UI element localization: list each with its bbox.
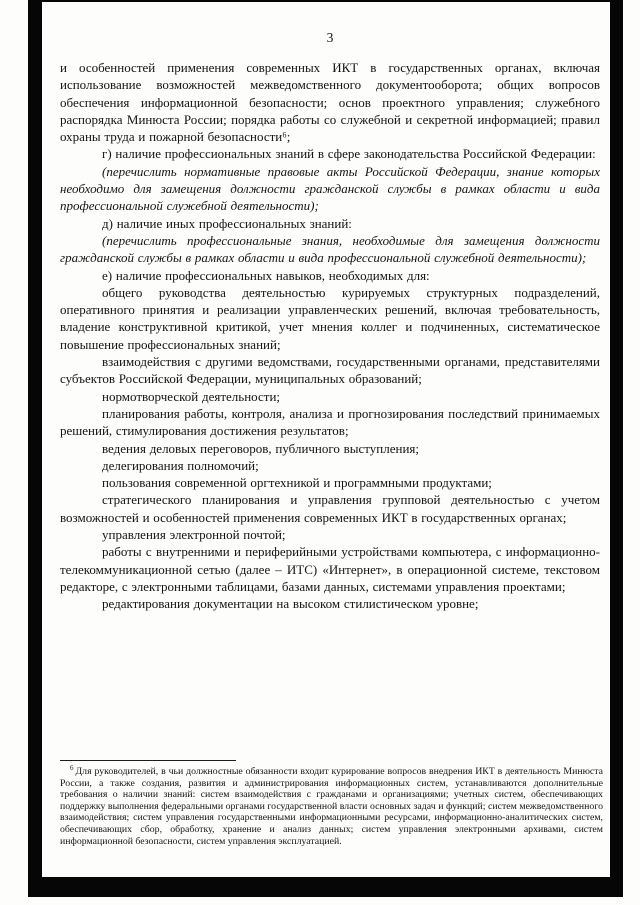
paragraph: нормотворческой деятельности; [102,388,281,404]
paragraph: стратегического планирования и управления групповой деятельностью с учетом возможностей и особенностей применения современных ИКТ в государственных органах; [60,492,600,525]
paragraph: работы с внутренними и периферийными устройствами компьютера, с информационно-телекоммуникационной сетью (далее – ИТС) «Интернет», в операционной системе, текстовом редакторе, с электронными таблицами, базами данных, системами управления проектами; [60,544,600,594]
paragraph: управления электронной почтой; [102,527,286,543]
paragraph: и особенностей применения современных ИКТ в государственных органах, включая использование возможностей межведомственного документооборота; общих вопросов обеспечения информационной безопасности; основ проектного управления; служебного распорядка Минюста России; порядка работы со служебной и секретной информацией; правил охраны труда и пожарной безопасности⁶; [60,60,600,145]
paragraph: (перечислить нормативные правовые акты Российской Федерации, знание которых необходимо для замещения должности гражданской службы в рамках области и вида профессиональной служебной деятельности); [60,163,600,214]
page-number: 3 [326,30,334,45]
paragraph: пользования современной оргтехникой и программными продуктами; [102,475,492,491]
scan-edge-left [28,0,42,897]
paragraph: г) наличие профессиональных знаний в сфере законодательства Российской Федерации: [102,146,596,162]
footnote-marker: 6 [70,763,74,772]
footnote-text [60,763,603,847]
paragraph: ведения деловых переговоров, публичного выступления; [102,440,420,456]
footnote-body: Для руководителей, в чьи должностные обязанности входит курирование вопросов внедрения ИКТ в деятельность Минюста России, а также создания, развития и администрирования информационных систем, устанавливаются дополнительные требования о наличии знаний: систем взаимодействия с гражданами и организациями; учетных систем, обеспечивающих поддержку выполнения федеральными органами государственной власти основных задач и функций; систем межведомственного взаимодействия; систем управления государственными информационными ресурсами, информационно-аналитических систем, обеспечивающих сбор, обработку, хранение и анализ данных; систем управления электронными архивами, систем информационной безопасности, систем управления эксплуатацией. [60,766,603,847]
scan-edge-bottom [28,877,623,897]
paragraph: е) наличие профессиональных навыков, необходимых для: [102,267,430,283]
paragraph: (перечислить профессиональные знания, необходимые для замещения должности гражданской службы в рамках области и вида профессиональной служебной деятельности); [60,232,600,266]
scan-edge-right [610,0,623,897]
paragraph: взаимодействия с другими ведомствами, государственными органами, представителями субъектов Российской Федерации, муниципальных образований; [60,354,600,387]
document-body [60,30,600,613]
paragraph: редактирования документации на высоком стилистическом уровне; [102,596,479,612]
paragraph: д) наличие иных профессиональных знаний: [102,215,352,231]
paragraph: общего руководства деятельностью курируемых структурных подразделений, оперативного принятия и реализации управленческих решений, включая требовательность, владение конструктивной критикой, учет мнения коллег и подчиненных, систематическое повышение профессиональных знаний; [60,284,600,352]
paragraph: делегирования полномочий; [102,457,259,473]
footnote-separator [60,760,236,761]
paragraph: планирования работы, контроля, анализа и прогнозирования последствий принимаемых решений, стимулирования достижения результатов; [60,405,600,439]
scan-edge-top [42,0,610,2]
footnote [60,760,603,847]
